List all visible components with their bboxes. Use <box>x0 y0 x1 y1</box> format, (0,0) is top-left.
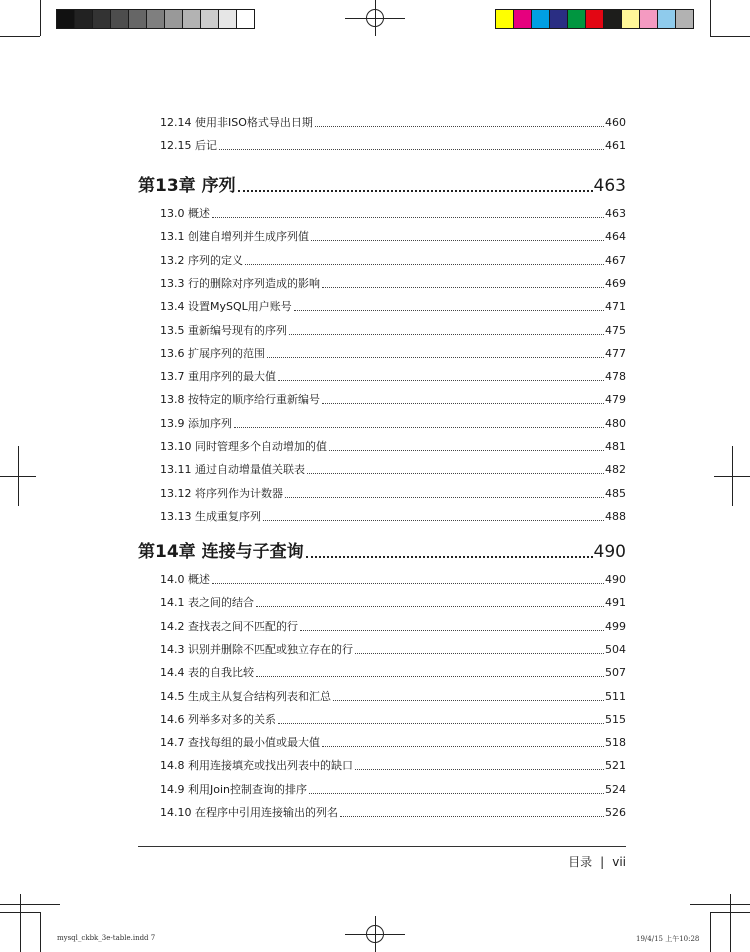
toc-entry-title: 连接与子查询 <box>201 542 304 562</box>
toc-entry-page: 471 <box>605 300 626 314</box>
toc-section-entry[interactable] <box>138 455 626 477</box>
print-slug-filename: mysql_ckbk_3e-table.indd 7 <box>57 934 156 942</box>
toc-section-entry[interactable] <box>138 246 626 268</box>
dot-leader <box>278 722 604 724</box>
calibration-swatch <box>110 9 129 29</box>
toc-entry-page: 477 <box>605 346 626 360</box>
toc-entry-title: 扩展序列的范围 <box>188 346 265 360</box>
toc-entry-number: 13.11 <box>160 463 192 477</box>
calibration-swatch <box>603 9 622 29</box>
calibration-swatch <box>513 9 532 29</box>
toc-entry-page: 463 <box>605 207 626 220</box>
color-calibration-bar <box>495 9 693 29</box>
dot-leader <box>245 263 604 265</box>
toc-entry-title: 查找每组的最小值或最大值 <box>188 736 320 750</box>
dot-leader <box>256 675 604 677</box>
dot-leader <box>329 449 604 451</box>
dot-leader <box>340 815 604 817</box>
toc-entry-number: 14.6 <box>160 712 185 726</box>
toc-entry-title: 生成主从复合结构列表和汇总 <box>188 689 331 703</box>
toc-entry-title: 概述 <box>188 573 210 586</box>
footer-section-label: 目录 <box>568 855 593 869</box>
toc-entry-page: 490 <box>593 542 626 562</box>
toc-section-entry[interactable] <box>138 588 626 610</box>
toc-entry-title: 表之间的结合 <box>188 596 254 610</box>
toc-entry-title: 行的删除对序列造成的影响 <box>188 276 320 290</box>
toc-entry-title: 通过自动增量值关联表 <box>195 463 305 477</box>
dot-leader <box>309 792 604 794</box>
calibration-swatch <box>164 9 183 29</box>
toc-section-entry[interactable] <box>138 479 626 501</box>
toc-entry-number: 13.12 <box>160 486 192 500</box>
toc-entry-page: 464 <box>605 230 626 244</box>
toc-section-entry[interactable] <box>138 751 626 773</box>
toc-section-entry[interactable] <box>138 108 626 130</box>
dot-leader <box>219 148 604 150</box>
dot-leader <box>307 472 604 474</box>
toc-entry-number: 13.4 <box>160 300 185 314</box>
toc-entry-number: 13.5 <box>160 323 185 337</box>
toc-section-entry[interactable] <box>138 222 626 244</box>
toc-entry-number: 13.9 <box>160 416 185 430</box>
calibration-swatch <box>56 9 75 29</box>
toc-entry-page: 526 <box>605 806 626 819</box>
toc-entry-page: 485 <box>605 486 626 500</box>
dot-leader <box>212 582 604 584</box>
toc-entry-number: 13.3 <box>160 276 185 290</box>
toc-entry-title: 查找表之间不匹配的行 <box>188 619 298 633</box>
dot-leader <box>315 125 604 127</box>
toc-entry-page: 491 <box>605 596 626 610</box>
dot-leader <box>294 309 604 311</box>
toc-entry-title: 识别并删除不匹配或独立存在的行 <box>188 642 353 656</box>
toc-entry-number: 14.7 <box>160 736 185 750</box>
toc-section-entry[interactable] <box>138 269 626 291</box>
toc-entry-number: 12.15 <box>160 139 192 153</box>
toc-section-entry[interactable] <box>138 775 626 797</box>
calibration-swatch <box>182 9 201 29</box>
dot-leader <box>263 519 604 521</box>
toc-entry-page: 463 <box>593 176 626 196</box>
toc-entry-page: 518 <box>605 736 626 750</box>
calibration-swatch <box>128 9 147 29</box>
calibration-swatch <box>200 9 219 29</box>
toc-entry-page: 479 <box>605 393 626 407</box>
toc-entry-title: 利用Join控制查询的排序 <box>188 782 308 796</box>
toc-entry-page: 469 <box>605 276 626 290</box>
toc-chapter-entry[interactable] <box>138 166 626 196</box>
gray-calibration-bar <box>56 9 254 29</box>
toc-entry-title: 设置MySQL用户账号 <box>188 300 292 314</box>
toc-section-entry[interactable] <box>138 565 626 587</box>
toc-entry-title: 在程序中引用连接输出的列名 <box>195 806 338 819</box>
calibration-swatch <box>146 9 165 29</box>
toc-entry-number: 13.7 <box>160 370 185 384</box>
toc-entry-number: 14.3 <box>160 642 185 656</box>
toc-entry-page: 460 <box>605 116 626 129</box>
dot-leader <box>238 189 593 192</box>
toc-entry-page: 461 <box>605 139 626 153</box>
calibration-swatch <box>92 9 111 29</box>
calibration-swatch <box>74 9 93 29</box>
toc-entry-title: 概述 <box>188 207 210 220</box>
toc-entry-title: 利用连接填充或找出列表中的缺口 <box>188 759 353 773</box>
toc-entry-title: 将序列作为计数器 <box>195 486 283 500</box>
toc-entry-title: 创建自增列并生成序列值 <box>188 230 309 244</box>
toc-entry-number: 14.2 <box>160 619 185 633</box>
toc-entry-title: 序列 <box>201 176 236 196</box>
toc-entry-page: 475 <box>605 323 626 337</box>
dot-leader <box>289 333 604 335</box>
toc-entry-number: 14.8 <box>160 759 185 773</box>
page-footer <box>568 853 626 870</box>
toc-entry-number: 13.13 <box>160 509 192 523</box>
dot-leader <box>306 555 593 558</box>
toc-section-entry[interactable] <box>138 339 626 361</box>
toc-entry-page: 515 <box>605 712 626 726</box>
toc-entry-number: 14.0 <box>160 573 185 586</box>
calibration-swatch <box>495 9 514 29</box>
calibration-swatch <box>531 9 550 29</box>
dot-leader <box>322 286 604 288</box>
toc-entry-title: 添加序列 <box>188 416 232 430</box>
toc-entry-page: 467 <box>605 253 626 267</box>
toc-section-entry[interactable] <box>138 432 626 454</box>
dot-leader <box>212 216 604 218</box>
toc-chapter-entry[interactable] <box>138 532 626 562</box>
toc-entry-number: 12.14 <box>160 116 192 129</box>
toc-section-entry[interactable] <box>138 705 626 727</box>
toc-section-entry[interactable] <box>138 316 626 338</box>
toc-entry-page: 507 <box>605 666 626 680</box>
toc-entry-page: 480 <box>605 416 626 430</box>
dot-leader <box>300 629 604 631</box>
print-slug-timestamp: 19/4/15 上午10:28 <box>636 935 700 943</box>
toc-section-entry[interactable] <box>138 409 626 431</box>
toc-entry-number: 13.10 <box>160 440 192 453</box>
toc-entry-page: 524 <box>605 782 626 796</box>
toc-section-entry[interactable] <box>138 635 626 657</box>
toc-entry-number: 13.2 <box>160 253 185 267</box>
toc-section-entry[interactable] <box>138 292 626 314</box>
toc-entry-number: 14.10 <box>160 806 192 819</box>
toc-entry-number: 14.5 <box>160 689 185 703</box>
dot-leader <box>355 652 604 654</box>
toc-entry-page: 511 <box>605 689 626 703</box>
toc-section-entry[interactable] <box>138 658 626 680</box>
toc-entry-page: 488 <box>605 509 626 523</box>
toc-entry-title: 使用非ISO格式导出日期 <box>195 116 313 129</box>
dot-leader <box>311 239 604 241</box>
toc-entry-number: 13.1 <box>160 230 185 244</box>
toc-entry-number: 14.9 <box>160 782 185 796</box>
toc-entry-page: 490 <box>605 573 626 586</box>
toc-entry-page: 521 <box>605 759 626 773</box>
dot-leader <box>278 379 604 381</box>
dot-leader <box>256 605 604 607</box>
toc-entry-title: 列举多对多的关系 <box>188 712 276 726</box>
calibration-swatch <box>567 9 586 29</box>
dot-leader <box>234 426 604 428</box>
toc-entry-number: 13.6 <box>160 346 185 360</box>
footer-page-number: vii <box>612 855 626 869</box>
dot-leader <box>285 496 604 498</box>
toc-entry-title: 重新编号现有的序列 <box>188 323 287 337</box>
toc-section-entry[interactable] <box>138 728 626 750</box>
footer-separator: | <box>600 855 605 869</box>
calibration-swatch <box>549 9 568 29</box>
toc-entry-title: 序列的定义 <box>188 253 243 267</box>
toc-entry-title: 生成重复序列 <box>195 509 261 523</box>
calibration-swatch <box>639 9 658 29</box>
toc-entry-title: 按特定的顺序给行重新编号 <box>188 393 320 407</box>
toc-section-entry[interactable] <box>138 798 626 820</box>
dot-leader <box>267 356 604 358</box>
toc-section-entry[interactable] <box>138 131 626 153</box>
toc-entry-number: 第13章 <box>138 176 196 196</box>
calibration-swatch <box>236 9 255 29</box>
toc-entry-page: 481 <box>605 440 626 453</box>
dot-leader <box>355 768 604 770</box>
toc-entry-number: 14.1 <box>160 596 185 610</box>
toc-entry-title: 重用序列的最大值 <box>188 370 276 384</box>
toc-entry-page: 504 <box>605 642 626 656</box>
toc-entry-title: 后记 <box>195 139 217 153</box>
calibration-swatch <box>218 9 237 29</box>
toc-section-entry[interactable] <box>138 199 626 221</box>
dot-leader <box>322 745 604 747</box>
dot-leader <box>333 699 604 701</box>
calibration-swatch <box>621 9 640 29</box>
toc-entry-page: 478 <box>605 370 626 384</box>
toc-entry-page: 499 <box>605 619 626 633</box>
calibration-swatch <box>675 9 694 29</box>
toc-entry-number: 第14章 <box>138 542 196 562</box>
toc-section-entry[interactable] <box>138 502 626 524</box>
toc-entry-page: 482 <box>605 463 626 477</box>
toc-section-entry[interactable] <box>138 385 626 407</box>
footer-rule <box>138 846 626 847</box>
toc-entry-number: 13.0 <box>160 207 185 220</box>
toc-entry-title: 表的自我比较 <box>188 666 254 680</box>
toc-entry-title: 同时管理多个自动增加的值 <box>195 440 327 453</box>
dot-leader <box>322 402 604 404</box>
toc-section-entry[interactable] <box>138 612 626 634</box>
toc-section-entry[interactable] <box>138 362 626 384</box>
toc-entry-number: 14.4 <box>160 666 185 680</box>
calibration-swatch <box>585 9 604 29</box>
toc-section-entry[interactable] <box>138 682 626 704</box>
toc-entry-number: 13.8 <box>160 393 185 407</box>
calibration-swatch <box>657 9 676 29</box>
